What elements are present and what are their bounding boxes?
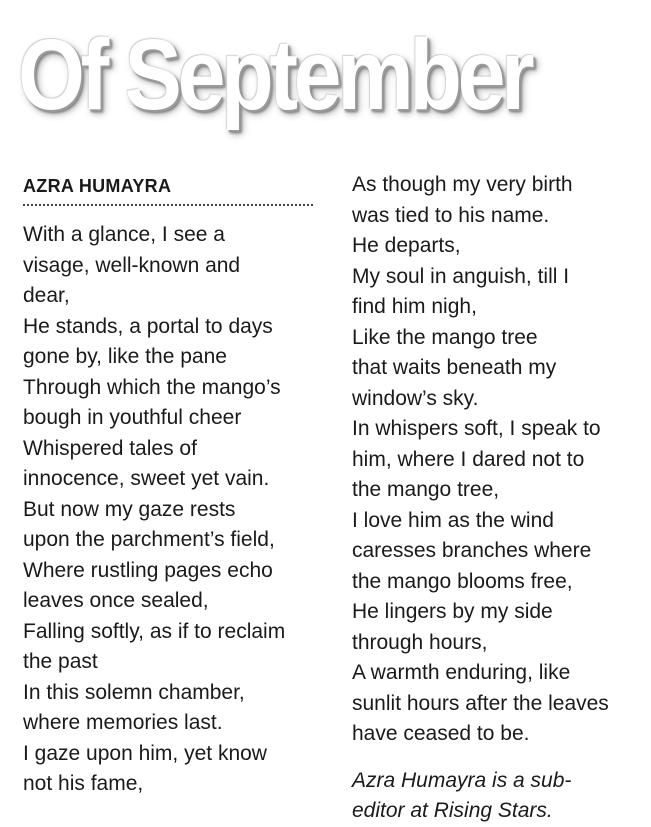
poem-line: In whispers soft, I speak to — [352, 417, 601, 440]
poem-line: that waits beneath my — [352, 356, 557, 379]
poem-title: Of September — [18, 19, 531, 131]
poem-line: the mango blooms free, — [352, 569, 573, 593]
bio-line: editor at Rising Stars. — [352, 798, 553, 822]
poem-line: him, where I dared not to — [352, 447, 585, 471]
poem-line: through hours, — [352, 630, 488, 654]
poem-line: was tied to his name. — [352, 203, 550, 227]
poem-line: leaves once sealed, — [23, 589, 209, 612]
poem-line: Through which the mango’s — [23, 375, 281, 399]
poem-line: where memories last. — [23, 711, 223, 734]
poem-line: the mango tree, — [352, 478, 500, 501]
left-column — [23, 170, 321, 800]
poem-line: the past — [23, 650, 98, 673]
poem-line: innocence, sweet yet vain. — [23, 467, 270, 490]
poem-line: In this solemn chamber, — [23, 680, 245, 704]
poem-line: window’s sky. — [352, 386, 479, 410]
dotted-divider — [23, 204, 313, 206]
poem-line: Falling softly, as if to reclaim — [23, 619, 286, 643]
poem-line: have ceased to be. — [352, 722, 530, 745]
poem-line: upon the parchment’s field, — [23, 528, 275, 551]
poem-stanza-right — [352, 170, 647, 750]
poem-line: find him nigh, — [352, 295, 477, 318]
poem-line: As though my very birth — [352, 173, 573, 196]
poem-line: Whispered tales of — [23, 436, 197, 460]
poem-line: Like the mango tree — [352, 325, 538, 349]
poem-line: A warmth enduring, like — [352, 661, 571, 684]
poem-line: visage, well-known and — [23, 253, 241, 277]
poem-line: My soul in anguish, till I — [352, 264, 570, 288]
poem-line: gone by, like the pane — [23, 345, 227, 368]
poem-line: not his fame, — [23, 772, 144, 795]
poem-line: But now my gaze rests — [23, 497, 236, 521]
right-column — [352, 170, 647, 826]
poem-line: I gaze upon him, yet know — [23, 741, 267, 765]
poem-line: I love him as the wind — [352, 508, 554, 532]
poem-line: He stands, a portal to days — [23, 314, 273, 338]
poem-line: Where rustling pages echo — [23, 558, 273, 582]
poem-line: With a glance, I see a — [23, 223, 225, 246]
poem-stanza-left — [23, 220, 321, 800]
poem-line: He departs, — [352, 234, 461, 257]
poem-line: caresses branches where — [352, 539, 592, 562]
author-byline: AZRA HUMAYRA — [23, 176, 172, 196]
poem-line: He lingers by my side — [352, 600, 553, 623]
bio-line: Azra Humayra is a sub- — [352, 768, 572, 792]
poem-line: dear, — [23, 284, 70, 307]
author-bio — [352, 766, 647, 826]
poem-line: bough in youthful cheer — [23, 406, 242, 429]
poem-line: sunlit hours after the leaves — [352, 691, 609, 715]
